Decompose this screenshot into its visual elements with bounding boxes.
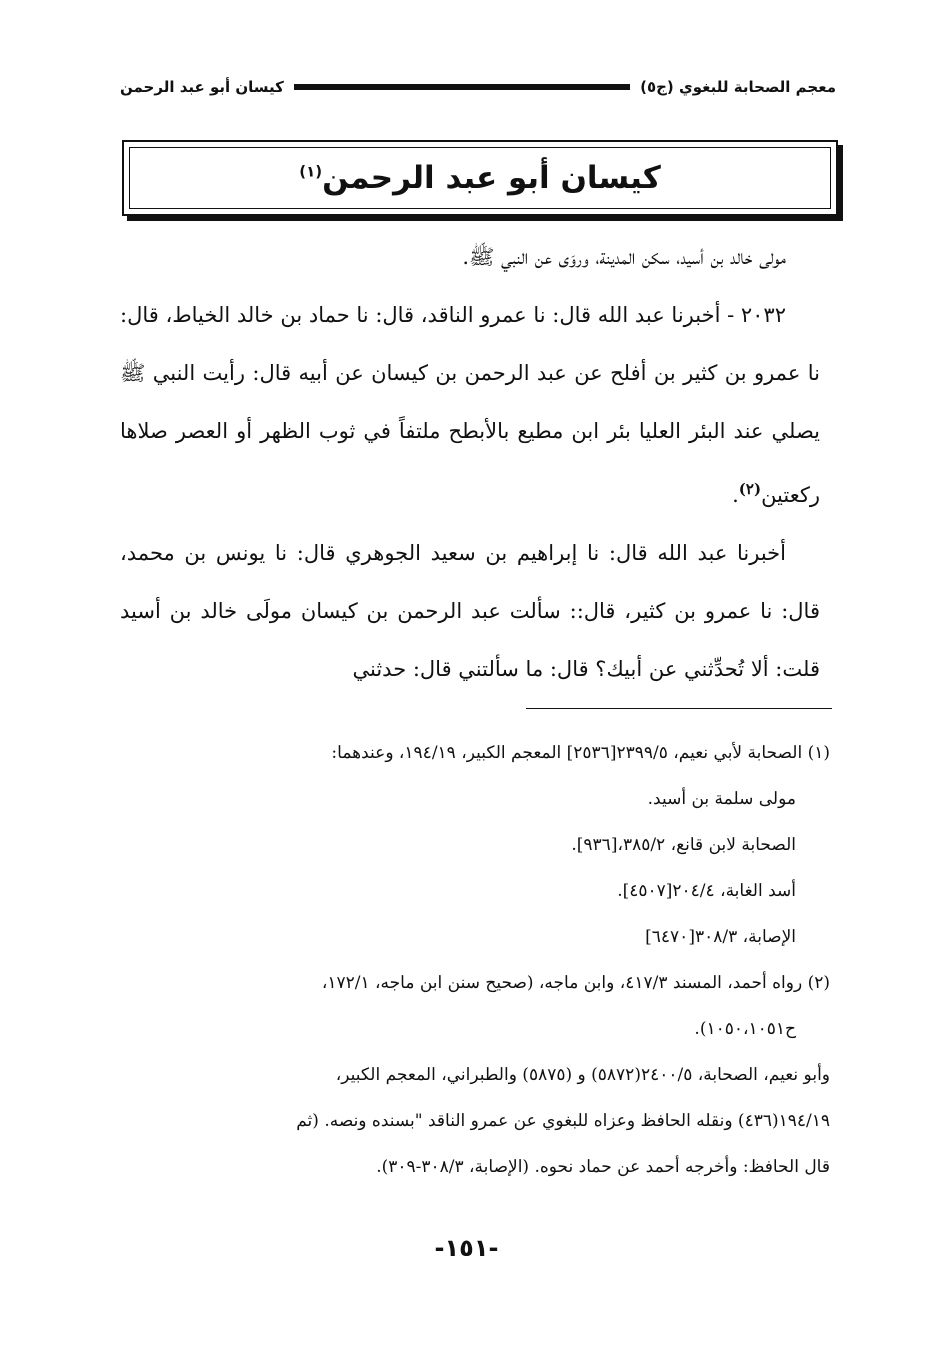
footnote-2-line: قال الحافظ: وأخرجه أحمد عن حماد نحوه. (الإصابة، ٣٠٨/٣-٣٠٩).: [376, 1157, 830, 1177]
paragraph-hadith-2032-text: ٢٠٣٢ - أخبرنا عبد الله قال: نا عمرو الناقد، قال: نا حماد بن خالد الخياط، قال: نا عمرو بن كثير بن أفلح عن عبد الرحمن بن كيسان عن أبيه قال: رأيت النبي ﷺ يصلي عند البئر العليا بئر ابن مطيع بالأبطح ملتفاً في ثوب الظهر أو العصر صلاها ركعتين: [120, 303, 820, 507]
paragraph-intro: مولى خالد بن أسيد، سكن المدينة، وروَى عن النبي ﷺ.: [462, 245, 786, 269]
footnote-1-line: الإصابة، ٣٠٨/٣[٦٤٧٠]: [645, 927, 796, 947]
footnotes: [120, 730, 830, 1190]
paragraph-hadith-2032-end: .: [732, 483, 739, 507]
footnote-ref-2: (٢): [738, 480, 762, 498]
entry-title-box: [122, 140, 838, 216]
footnote-1-line: (١) الصحابة لأبي نعيم، ٢٣٩٩/٥[٢٥٣٦] المعجم الكبير، ١٩٤/١٩، وعندهما:: [331, 743, 830, 763]
paragraph-hadith-2032: [120, 286, 820, 524]
entry-title: [299, 160, 661, 196]
entry-title-text: كيسان أبو عبد الرحمن: [322, 160, 661, 196]
header-rule: [294, 84, 630, 90]
footnote-1-line: مولى سلمة بن أسيد.: [647, 789, 796, 809]
footnote-1-line: الصحابة لابن قانع، ٣٨٥/٢،[٩٣٦].: [571, 835, 796, 855]
main-text: [120, 228, 820, 698]
running-header-book-title: معجم الصحابة للبغوي (ج٥): [640, 78, 836, 96]
running-header: [120, 72, 836, 102]
footnote-1-line: أسد الغابة، ٢٠٤/٤[٤٥٠٧].: [617, 881, 796, 901]
running-header-chapter: كيسان أبو عبد الرحمن: [120, 78, 284, 96]
footnote-2-line: ح١٠٥٠،١٠٥١).: [694, 1019, 796, 1039]
paragraph-second-narration: أخبرنا عبد الله قال: نا إبراهيم بن سعيد الجوهري قال: نا يونس بن محمد، قال: نا عمرو بن كثير، قال:: سألت عبد الرحمن بن كيسان مولَى خالد بن أسيد قلت: ألا تُحدِّثني عن أبيك؟ قال: ما سألتني قال: حدثني: [120, 541, 820, 681]
footnote-separator: [526, 708, 832, 709]
page-number: -١٥١-: [434, 1234, 499, 1262]
footnote-2-line: وأبو نعيم، الصحابة، ٢٤٠٠/٥(٥٨٧٢) و (٥٨٧٥) والطبراني، المعجم الكبير،: [335, 1065, 830, 1085]
footnote-ref-1: (١): [299, 162, 323, 181]
footnote-2-line: ١٩٤/١٩(٤٣٦) ونقله الحافظ وعزاه للبغوي عن عمرو الناقد "بسنده ونصه. (ثم: [296, 1111, 830, 1131]
entry-title-inner-frame: [129, 147, 831, 209]
footnote-2-line: (٢) رواه أحمد، المسند ٤١٧/٣، وابن ماجه، (صحيح سنن ابن ماجه، ١٧٢/١،: [321, 973, 830, 993]
